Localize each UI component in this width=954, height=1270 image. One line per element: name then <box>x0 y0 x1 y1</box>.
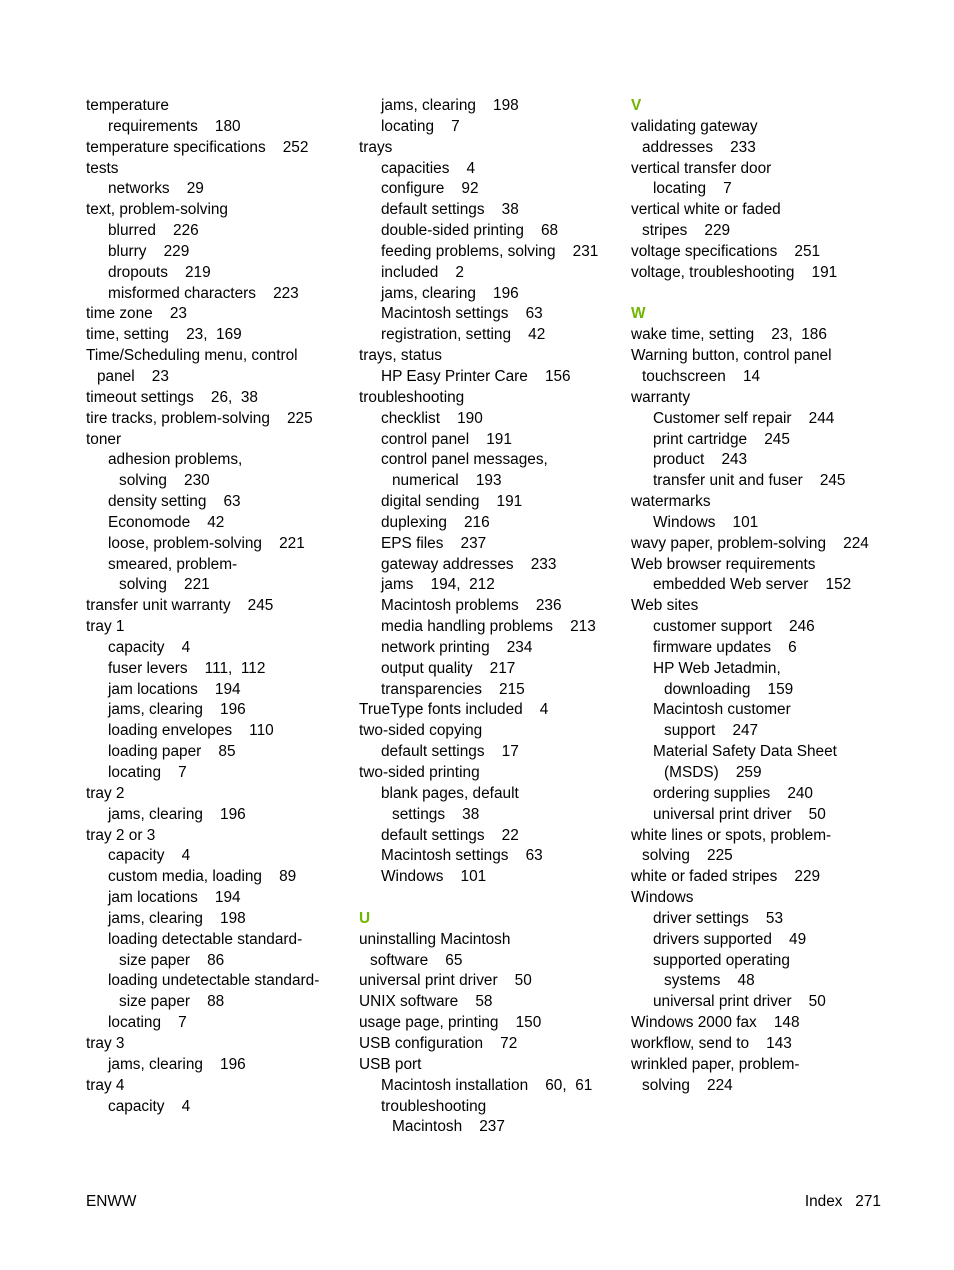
index-subentry: size paper 86 <box>119 951 225 969</box>
index-subentry: solving 230 <box>119 472 210 490</box>
index-subentry: Macintosh customer <box>653 701 791 719</box>
section-letter-heading: W <box>631 305 646 323</box>
index-subentry: jams, clearing 196 <box>108 1055 246 1073</box>
index-subentry: (MSDS) 259 <box>664 764 762 781</box>
index-subentry: jam locations 194 <box>108 889 241 907</box>
section-letter-heading: U <box>359 909 371 927</box>
index-entry: troubleshooting <box>359 388 465 406</box>
index-subentry: jams, clearing 196 <box>381 284 519 302</box>
index-subentry: default settings 17 <box>381 743 519 761</box>
index-entry: text, problem-solving <box>86 201 228 219</box>
index-subentry: transfer unit and fuser 245 <box>653 472 846 490</box>
index-entry: temperature specifications 252 <box>86 138 309 156</box>
index-subentry: jams, clearing 198 <box>108 909 246 927</box>
index-entry: voltage, troubleshooting 191 <box>631 263 838 281</box>
index-subentry: transparencies 215 <box>381 680 525 698</box>
index-subentry: networks 29 <box>108 180 204 198</box>
index-subentry: jams, clearing 196 <box>108 805 246 823</box>
footer-left: ENWW <box>86 1193 137 1210</box>
index-entry: time, setting 23, 169 <box>86 326 242 344</box>
index-subentry: smeared, problem- <box>108 555 238 573</box>
index-subentry: solving 225 <box>642 847 733 865</box>
index-subentry: custom media, loading 89 <box>108 868 297 886</box>
index-subentry: Macintosh 237 <box>392 1118 505 1136</box>
index-subentry: gateway addresses 233 <box>381 555 557 573</box>
index-entry: tray 3 <box>86 1034 125 1052</box>
index-subentry: Macintosh settings 63 <box>381 305 543 323</box>
index-subentry: stripes 229 <box>642 222 731 240</box>
index-subentry: control panel messages, <box>381 451 548 469</box>
section-spacer <box>631 284 891 305</box>
index-subentry: driver settings 53 <box>653 909 784 927</box>
index-subentry: settings 38 <box>392 805 480 823</box>
index-entry: Web browser requirements <box>631 555 816 573</box>
index-entry: wrinkled paper, problem- <box>631 1055 800 1073</box>
index-subentry: locating 7 <box>108 1014 187 1032</box>
index-subentry: print cartridge 245 <box>653 430 790 448</box>
index-subentry: configure 92 <box>381 180 479 198</box>
index-subentry: downloading 159 <box>664 680 794 698</box>
index-entry: wake time, setting 23, 186 <box>631 326 827 344</box>
index-subentry: firmware updates 6 <box>653 638 797 656</box>
index-entry: tests <box>86 159 119 177</box>
index-subentry: locating 7 <box>108 764 187 781</box>
index-subentry: jam locations 194 <box>108 680 241 698</box>
index-entry: USB configuration 72 <box>359 1034 518 1052</box>
index-subentry: misformed characters 223 <box>108 284 299 302</box>
index-subentry: output quality 217 <box>381 659 516 677</box>
index-subentry: touchscreen 14 <box>642 367 761 385</box>
index-entry: Web sites <box>631 597 699 615</box>
index-subentry: capacity 4 <box>108 847 191 865</box>
index-subentry: universal print driver 50 <box>653 805 826 823</box>
index-subentry: Macintosh problems 236 <box>381 597 562 615</box>
index-entry: toner <box>86 430 122 448</box>
index-entry: trays, status <box>359 347 442 365</box>
index-subentry: blank pages, default <box>381 784 519 802</box>
index-entry: timeout settings 26, 38 <box>86 388 258 406</box>
index-subentry: included 2 <box>381 263 464 281</box>
index-subentry: digital sending 191 <box>381 493 523 511</box>
index-subentry: numerical 193 <box>392 472 502 490</box>
index-subentry: Customer self repair 244 <box>653 409 835 427</box>
index-subentry: duplexing 216 <box>381 513 490 531</box>
index-subentry: panel 23 <box>97 367 169 385</box>
index-subentry: HP Web Jetadmin, <box>653 659 781 677</box>
index-subentry: capacity 4 <box>108 638 191 656</box>
index-entry: universal print driver 50 <box>359 972 532 990</box>
index-subentry: solving 224 <box>642 1076 733 1094</box>
index-subentry: Economode 42 <box>108 513 225 531</box>
index-subentry: dropouts 219 <box>108 263 211 281</box>
index-entry: white or faded stripes 229 <box>631 868 821 886</box>
index-subentry: HP Easy Printer Care 156 <box>381 367 571 385</box>
section-spacer <box>359 888 621 909</box>
index-entry: TrueType fonts included 4 <box>359 701 549 719</box>
index-entry: usage page, printing 150 <box>359 1014 542 1032</box>
index-entry: tray 2 or 3 <box>86 826 156 844</box>
index-entry: white lines or spots, problem- <box>631 826 832 844</box>
index-entry: Warning button, control panel <box>631 347 832 365</box>
index-entry: Time/Scheduling menu, control <box>86 347 298 365</box>
index-entry: trays <box>359 138 393 156</box>
index-entry: tray 2 <box>86 784 125 802</box>
index-subentry: blurred 226 <box>108 222 199 240</box>
index-subentry: software 65 <box>370 951 463 969</box>
index-entry: tray 4 <box>86 1076 125 1094</box>
index-subentry: jams, clearing 196 <box>108 701 246 719</box>
index-subentry: customer support 246 <box>653 618 815 636</box>
index-subentry: addresses 233 <box>642 138 756 156</box>
index-entry: UNIX software 58 <box>359 993 493 1011</box>
index-subentry: requirements 180 <box>108 117 241 135</box>
index-subentry: checklist 190 <box>381 409 483 427</box>
index-entry: two-sided printing <box>359 764 480 781</box>
index-entry: vertical white or faded <box>631 201 781 219</box>
index-subentry: loading detectable standard- <box>108 930 303 948</box>
index-subentry: loose, problem-solving 221 <box>108 534 305 552</box>
index-subentry: capacities 4 <box>381 159 476 177</box>
index-subentry: Macintosh settings 63 <box>381 847 543 865</box>
index-subentry: supported operating <box>653 951 790 969</box>
index-entry: wavy paper, problem-solving 224 <box>631 534 869 552</box>
index-subentry: locating 7 <box>653 180 732 198</box>
index-subentry: adhesion problems, <box>108 451 243 469</box>
index-subentry: embedded Web server 152 <box>653 576 852 594</box>
index-entry: transfer unit warranty 245 <box>86 597 274 615</box>
index-subentry: locating 7 <box>381 117 460 135</box>
footer-page-number: Index 271 <box>804 1193 881 1210</box>
index-subentry: ordering supplies 240 <box>653 784 813 802</box>
index-entry: USB port <box>359 1055 422 1073</box>
index-subentry: product 243 <box>653 451 748 469</box>
index-entry: tray 1 <box>86 618 125 636</box>
index-subentry: drivers supported 49 <box>653 930 807 948</box>
index-subentry: EPS files 237 <box>381 534 487 552</box>
index-entry: warranty <box>631 388 691 406</box>
index-subentry: capacity 4 <box>108 1097 191 1115</box>
index-subentry: fuser levers 111, 112 <box>108 659 266 677</box>
index-entry: workflow, send to 143 <box>631 1034 792 1052</box>
index-entry: uninstalling Macintosh <box>359 930 511 948</box>
index-entry: tire tracks, problem-solving 225 <box>86 409 313 427</box>
index-entry: Windows 2000 fax 148 <box>631 1014 800 1032</box>
index-entry: two-sided copying <box>359 722 483 740</box>
index-entry: temperature <box>86 97 169 114</box>
index-subentry: loading paper 85 <box>108 743 236 761</box>
index-subentry: jams 194, 212 <box>381 576 495 594</box>
index-column-2 <box>359 96 621 1138</box>
index-subentry: density setting 63 <box>108 493 241 511</box>
index-entry: validating gateway <box>631 117 758 135</box>
index-subentry: default settings 22 <box>381 826 519 844</box>
index-subentry: troubleshooting <box>381 1097 487 1115</box>
index-subentry: feeding problems, solving 231 <box>381 242 599 260</box>
index-subentry: solving 221 <box>119 576 210 594</box>
section-letter-heading: V <box>631 97 642 114</box>
index-subentry: Material Safety Data Sheet <box>653 743 837 761</box>
index-subentry: network printing 234 <box>381 638 533 656</box>
index-subentry: media handling problems 213 <box>381 618 596 636</box>
index-subentry: jams, clearing 198 <box>381 97 519 114</box>
index-entry: time zone 23 <box>86 305 187 323</box>
index-subentry: systems 48 <box>664 972 755 990</box>
index-subentry: control panel 191 <box>381 430 512 448</box>
index-subentry: double-sided printing 68 <box>381 222 559 240</box>
index-subentry: Macintosh installation 60, 61 <box>381 1076 593 1094</box>
index-subentry: Windows 101 <box>381 868 487 886</box>
index-subentry: Windows 101 <box>653 513 759 531</box>
index-subentry: registration, setting 42 <box>381 326 546 344</box>
index-subentry: universal print driver 50 <box>653 993 826 1011</box>
index-entry: voltage specifications 251 <box>631 242 821 260</box>
index-subentry: loading envelopes 110 <box>108 722 274 740</box>
index-subentry: loading undetectable standard- <box>108 972 320 990</box>
index-column-1 <box>86 96 351 1117</box>
index-subentry: blurry 229 <box>108 242 190 260</box>
index-entry: vertical transfer door <box>631 159 772 177</box>
index-subentry: support 247 <box>664 722 759 740</box>
index-entry: Windows <box>631 889 694 907</box>
index-column-3 <box>631 96 891 1097</box>
index-entry: watermarks <box>631 493 711 511</box>
index-subentry: size paper 88 <box>119 993 225 1011</box>
index-subentry: default settings 38 <box>381 201 519 219</box>
